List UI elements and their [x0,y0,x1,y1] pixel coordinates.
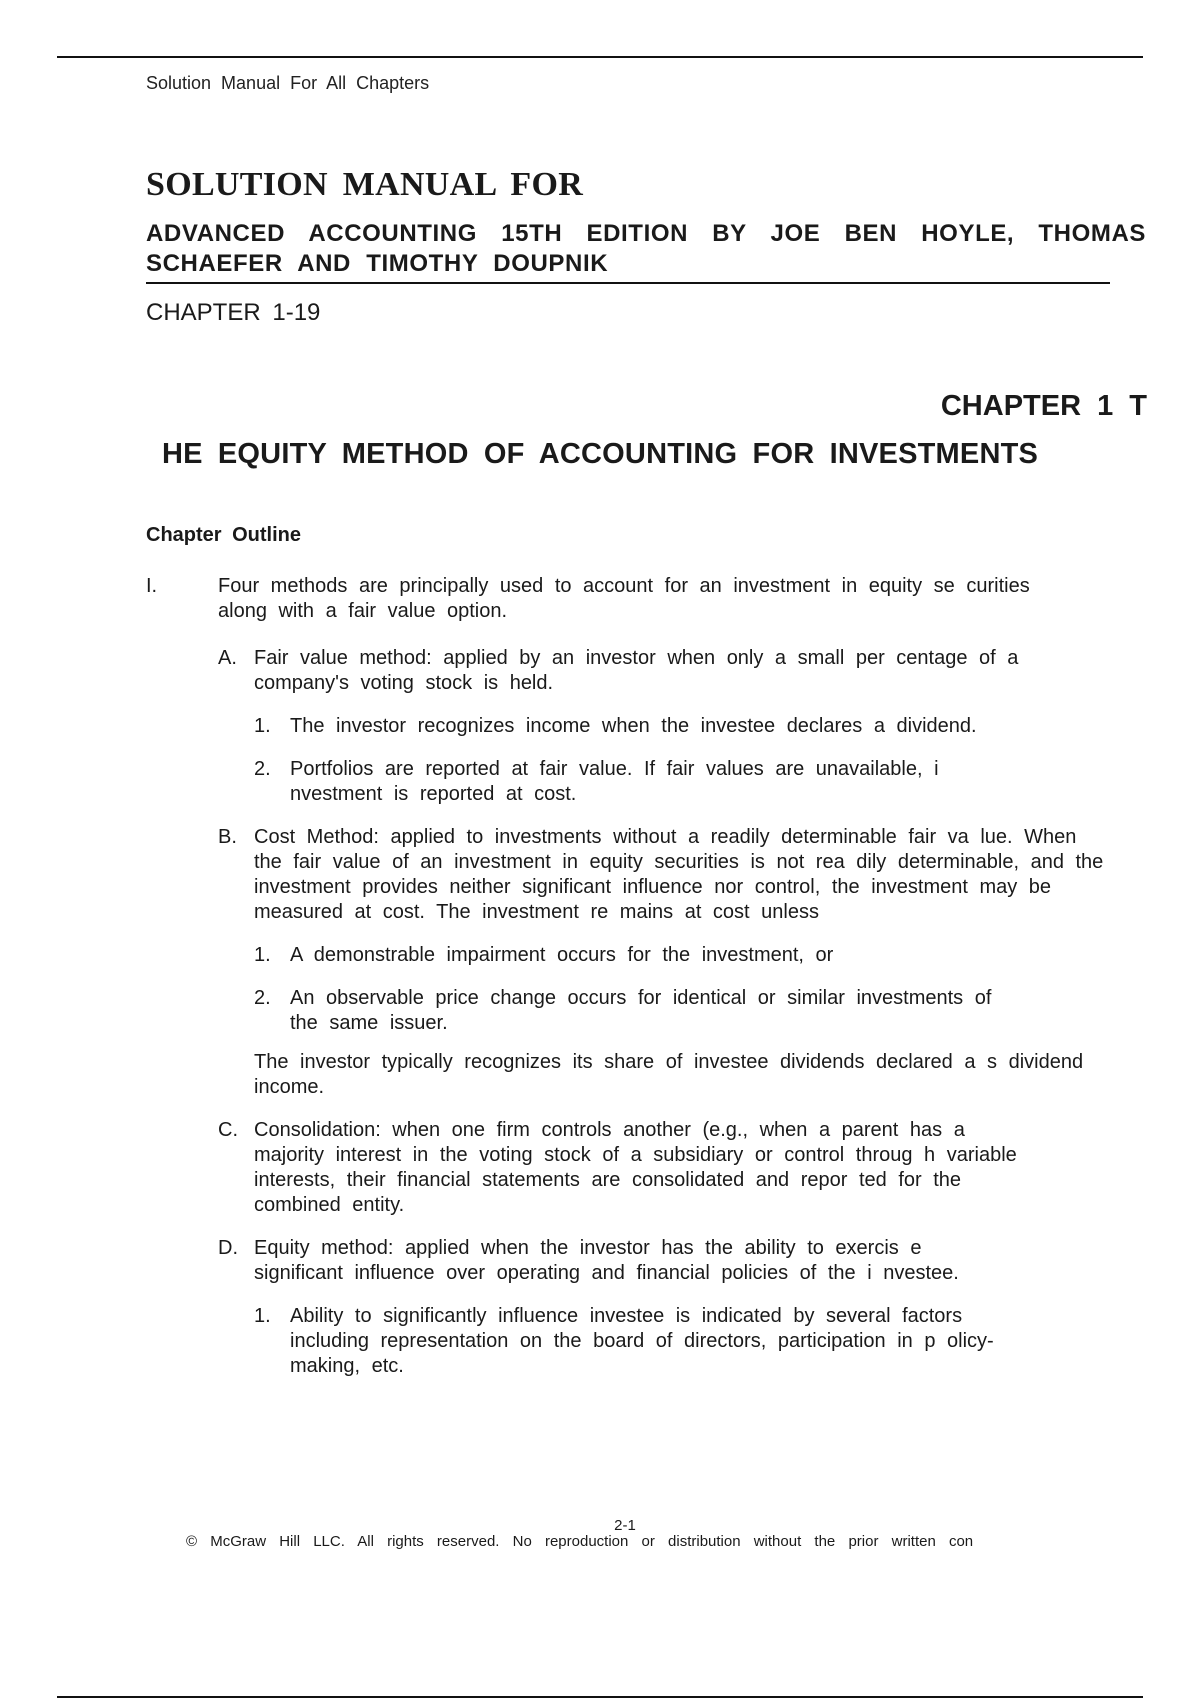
outline-text: Fair value method: applied by an investor when only a small per centage of a company's voting stock is held. [254,647,1019,694]
outline-text: Ability to significantly influence investee is indicated by several factors including representation on the board of directors, participation in p olicy-making, etc. [290,1305,994,1377]
outline-item-b [218,825,1104,925]
outline-text: Consolidation: when one firm controls another (e.g., when a parent has a majority interest in the voting stock of a subsidiary or control throug h variable interests, their financial statements are consolidated and repor ted for the combined entity. [254,1119,1017,1216]
outline-item-a-1 [254,714,1090,739]
outline-heading: Chapter Outline [146,524,302,546]
chapter-heading: CHAPTER 1 T [940,390,1147,422]
outline-text: Four methods are principally used to account for an investment in equity se curities along with a fair value option. [218,575,1030,622]
outline-item-i [146,574,1078,624]
outline-item-b-1 [254,943,1025,968]
outline-note: The investor typically recognizes its share of investee dividends declared a s dividend income. [254,1051,1084,1098]
outline-text: The investor recognizes income when the investee declares a dividend. [290,715,977,737]
outline-item-c [218,1118,1034,1218]
outline-item-d [218,1236,1014,1286]
outline-marker: D. [218,1237,238,1259]
outline-marker: C. [218,1119,238,1141]
bottom-rule [57,1696,1143,1698]
chapter-outline [146,574,1104,1379]
top-rule [57,56,1143,58]
outline-marker: 1. [254,944,271,966]
outline-marker: A. [218,647,237,669]
outline-marker: I. [146,575,158,597]
outline-marker: B. [218,826,237,848]
copyright-notice: © McGraw Hill LLC. All rights reserved. No reproduction or distribution without the prior written con [186,1533,974,1550]
outline-marker: 2. [254,987,271,1009]
document-subtitle: ADVANCED ACCOUNTING 15TH EDITION BY JOE BEN HOYLE, THOMAS SCHAEFER AND TIMOTHY DOUPNIK [146,220,1146,277]
document-title: SOLUTION MANUAL FOR [146,166,584,203]
outline-text: Equity method: applied when the investor has the ability to exercis e significant influence over operating and financial policies of the i nvestee. [254,1237,959,1284]
outline-item-a [218,646,1034,696]
outline-text: A demonstrable impairment occurs for the investment, or [290,944,834,966]
chapter-title: HE EQUITY METHOD OF ACCOUNTING FOR INVESTMENTS [161,438,1039,470]
outline-text: An observable price change occurs for identical or similar investments of the same issuer. [290,987,992,1034]
outline-marker: 2. [254,758,271,780]
outline-marker: 1. [254,1305,271,1327]
outline-item-b-2 [254,986,1025,1036]
running-header: Solution Manual For All Chapters [146,73,430,93]
chapter-range: CHAPTER 1-19 [146,299,321,326]
outline-item-a-2 [254,757,1025,807]
outline-item-d-1 [254,1304,1025,1379]
outline-marker: 1. [254,715,271,737]
subtitle-rule [146,282,1110,284]
page-number: 2-1 [614,1517,636,1534]
outline-text: Portfolios are reported at fair value. If fair values are unavailable, i nvestment is reported at cost. [290,758,939,805]
outline-text: Cost Method: applied to investments without a readily determinable fair va lue. When the fair value of an investment in equity securities is not rea dily determinable, and the investment provides neither significant influence nor control, the investment may be measured at cost. The investment re mains at cost unless [254,826,1104,923]
